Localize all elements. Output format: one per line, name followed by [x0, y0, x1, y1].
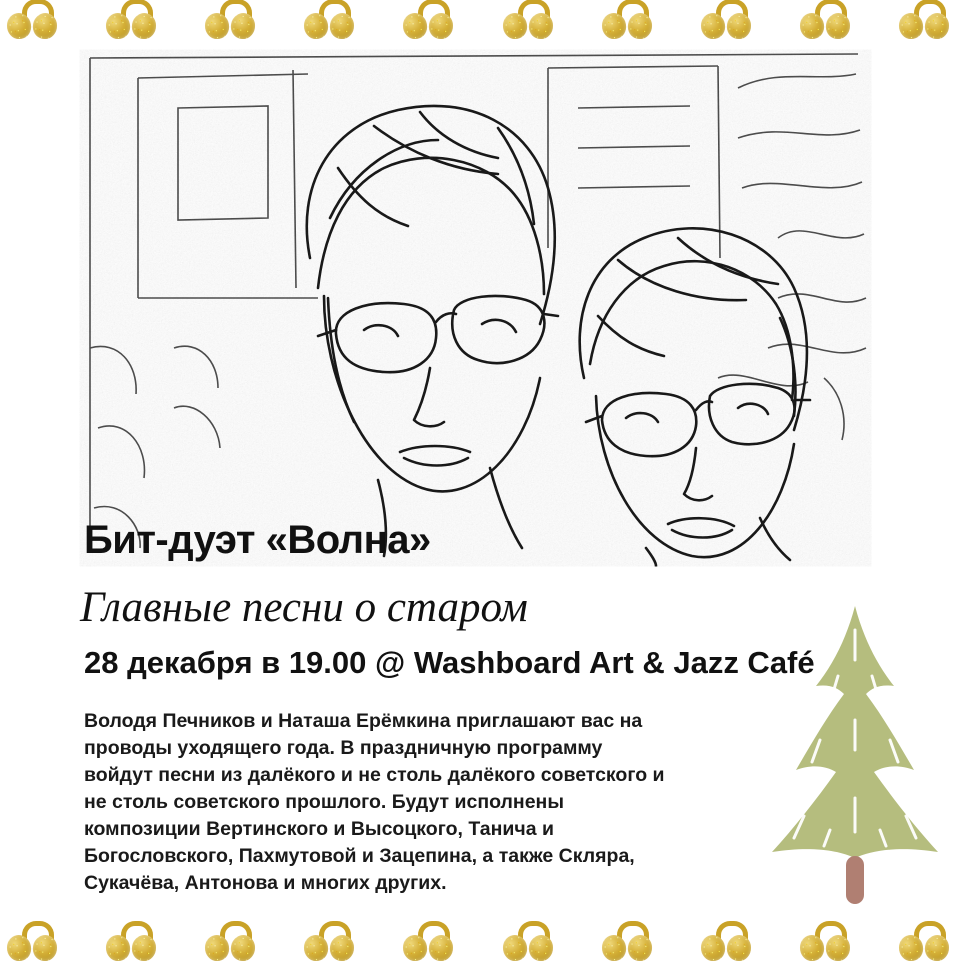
gold-glitter-bauble-icon	[502, 921, 558, 961]
gold-glitter-bauble-icon	[799, 0, 855, 39]
gold-glitter-bauble-icon	[105, 921, 161, 961]
gold-glitter-bauble-icon	[601, 921, 657, 961]
page-title: Бит-дуэт «Волна»	[84, 518, 431, 562]
gold-glitter-bauble-icon	[700, 0, 756, 39]
garland-bottom	[0, 918, 960, 964]
gold-glitter-bauble-icon	[502, 0, 558, 39]
event-date-venue: 28 декабря в 19.00 @ Washboard Art & Jazz Café	[84, 645, 815, 680]
event-description: Володя Печников и Наташа Ерёмкина приглашают вас на проводы уходящего года. В праздничную программу войдут песни из далёкого и не столь далёкого советского и не столь советского прошлого. Будут исполнены композиции Вертинского и Высоцкого, Танича и Богословского, Пахмутовой и Зацепина, а также Скляра, Сукачёва, Антонова и многих других.	[84, 710, 665, 894]
portrait-photo	[78, 48, 873, 568]
gold-glitter-bauble-icon	[303, 921, 359, 961]
garland-top	[0, 0, 960, 42]
gold-glitter-bauble-icon	[601, 0, 657, 39]
gold-glitter-bauble-icon	[799, 921, 855, 961]
gold-glitter-bauble-icon	[402, 0, 458, 39]
gold-glitter-bauble-icon	[402, 921, 458, 961]
gold-glitter-bauble-icon	[204, 921, 260, 961]
christmas-tree-icon	[760, 600, 950, 910]
page-subtitle: Главные песни о старом	[80, 584, 528, 631]
gold-glitter-bauble-icon	[105, 0, 161, 39]
gold-glitter-bauble-icon	[898, 0, 954, 39]
gold-glitter-bauble-icon	[204, 0, 260, 39]
gold-glitter-bauble-icon	[303, 0, 359, 39]
gold-glitter-bauble-icon	[6, 0, 62, 39]
gold-glitter-bauble-icon	[898, 921, 954, 961]
gold-glitter-bauble-icon	[6, 921, 62, 961]
gold-glitter-bauble-icon	[700, 921, 756, 961]
